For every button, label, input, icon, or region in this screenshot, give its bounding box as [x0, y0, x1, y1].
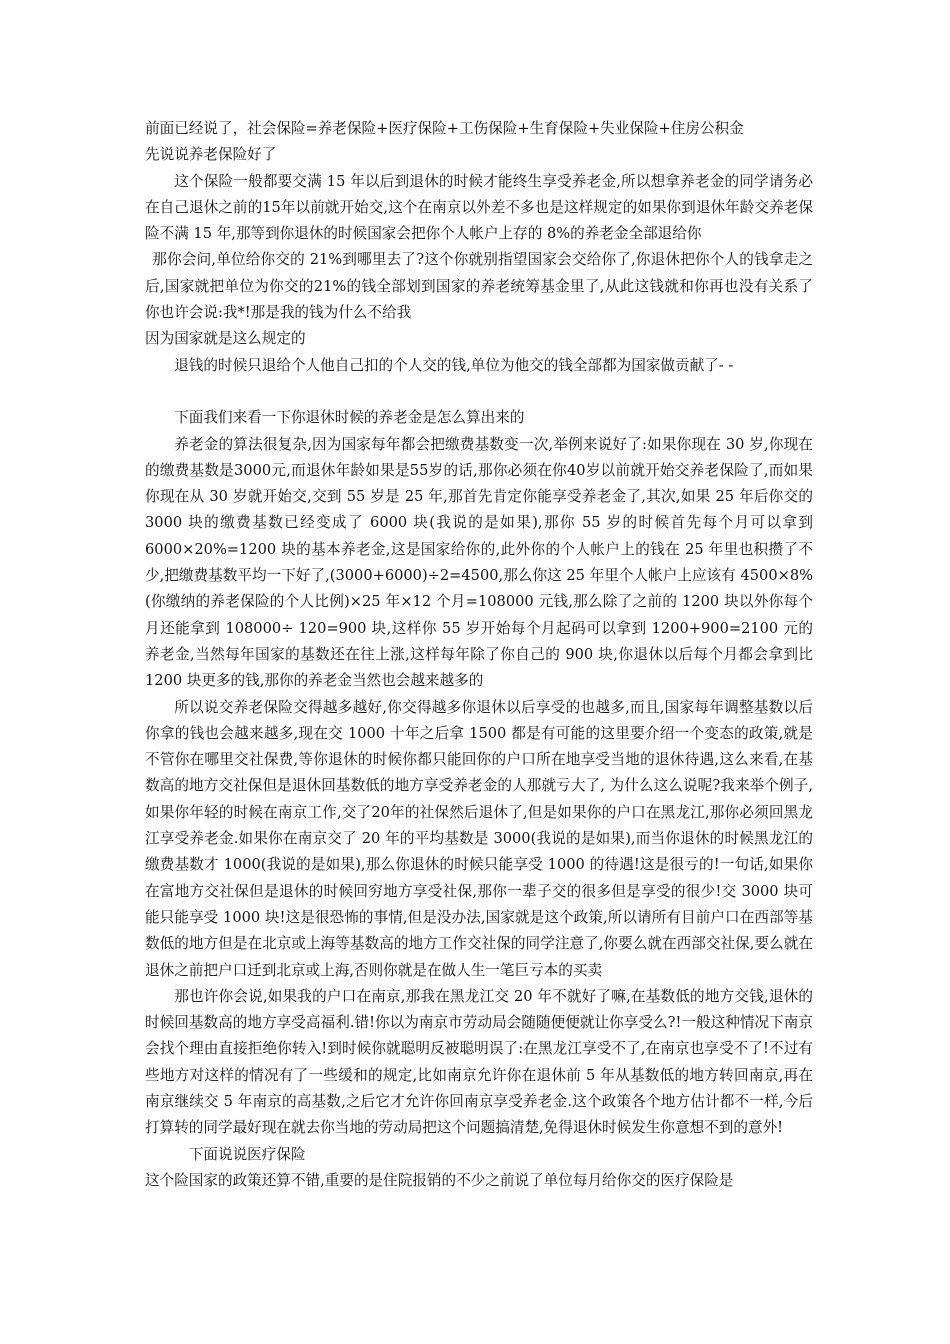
paragraph-calculation-heading: 下面我们来看一下你退休时候的养老金是怎么算出来的	[174, 409, 525, 427]
paragraph-calculation-example: 养老金的算法很复杂,因为国家每年都会把缴费基数变一次,举例来说好了:如果你现在 30 岁,你现在的缴费基数是3000元,而退休年龄如果是55岁的话,那你必须在你40岁以前就开始交养老保险了,而如果你现在从 30 岁就开始交,交到 55 岁是 25 年,那首先肯定你能享受养老金了,其次,如果 25 年后你交的 3000 块的缴费基数已经变成了 6000 块(我说的是如果),那你 55 岁的时候首先每个月可以拿到 6000×20%=1200 块的基本养老金,这是国家给你的,此外你的个人帐户上的钱在 25 年里也积攒了不少,把缴费基数平均一下好了,(3000+6000)÷2=4500,那么你这 25 年里个人帐户上应该有 4500×8%(你缴纳的养老保险的个人比例)×25 年×12 个月=108000 元钱,那么除了之前的 1200 块以外你每个月还能拿到 108000÷ 120=900 块,这样你 55 岁开始每个月起码可以拿到 1200+900=2100 元的养老金,当然每年国家的基数还在往上涨,这样每年除了你自己的 900 块,你退休以后每个月都会拿到比 1200 块更多的钱,那你的养老金当然也会越来越多的	[145, 435, 813, 690]
paragraph-refund: 退钱的时候只退给个人他自己扣的个人交的钱,单位为他交的钱全部都为国家做贡献了- -	[174, 356, 734, 374]
paragraph-medical-heading: 下面说说医疗保险	[188, 1145, 306, 1163]
paragraph-hukou-policy: 所以说交养老保险交得越多越好,你交得越多你退休以后享受的也越多,而且,国家每年调整基数以后你拿的钱也会越来越多,现在交 1000 十年之后拿 1500 都是有可能的这里要介绍一个变态的政策,就是不管你在哪里交社保费,等你退休的时候你都只能回你的户口所在地享受当地的退休待遇,这么来看,在基数高的地方交社保但是退休回基数低的地方享受养老金的人那就亏大了, 为什么这么说呢?我来举个例子,如果你年轻的时候在南京工作,交了20年的社保然后退休了,但是如果你的户口在黑龙江,那你必须回黑龙江享受养老金.如果你在南京交了 20 年的平均基数是 3000(我说的是如果),而当你退休的时候黑龙江的缴费基数才 1000(我说的是如果),那么你退休的时候只能享受 1000 的待遇!这是很亏的!一句话,如果你在富地方交社保但是退休的时候回穷地方享受社保,那你一辈子交的很多但是享受的很少!交 3000 块可能只能享受 1000 块!这是很恐怖的事情,但是没办法,国家就是这个政策,所以请所有目前户口在西部等基数低的地方但是在北京或上海等基数高的地方工作交社保的同学注意了,你要么就在西部交社保,要么就在退休之前把户口迁到北京或上海,否则你就是在做人生一笔巨亏本的买卖	[145, 698, 813, 979]
paragraph-transfer-rules: 那也许你会说,如果我的户口在南京,那我在黑龙江交 20 年不就好了嘛,在基数低的地方交钱,退休的时候回基数高的地方享受高福利.错!你以为南京市劳动局会随随便便就让你享受么?!一般这种情况下南京会找个理由直接拒绝你转入!到时候你就聪明反被聪明误了:在黑龙江享受不了,在南京也享受不了!不过有些地方对这样的情况有了一些缓和的规定,比如南京允许你在退休前 5 年从基数低的地方转回南京,再在南京继续交 5 年南京的高基数,之后它才允许你回南京享受养老金.这个政策各个地方估计都不一样,今后打算转的同学最好现在就去你当地的劳动局把这个问题搞清楚,免得退休时候发生你意想不到的意外!	[145, 987, 813, 1137]
paragraph-pension-heading: 先说说养老保险好了	[145, 146, 277, 164]
paragraph-pension-rule: 这个保险一般都要交满 15 年以后到退休的时候才能终生享受养老金,所以想拿养老金的同学请务必在自己退休之前的15年以前就开始交,这个在南京以外差不多也是这样规定的如果你到退休年龄交养老保险不满 15 年,那等到你退休的时候国家会把你个人帐户上存的 8%的养老金全部退给你	[145, 172, 813, 243]
paragraph-intro: 前面已经说了，社会保险=养老保险+医疗保险+工伤保险+生育保险+失业保险+住房公积金	[145, 120, 744, 137]
document-body	[145, 116, 813, 1194]
blank-line	[145, 379, 813, 405]
paragraph-employer-share: 那你会问,单位给你交的 21%到哪里去了?这个你就别指望国家会交给你了,你退休把你个人的钱拿走之后,国家就把单位为你交的21%的钱全部划到国家的养老统筹基金里了,从此这钱就和你再也没有关系了你也许会说:我*!那是我的钱为什么不给我	[145, 251, 813, 322]
paragraph-medical-intro: 这个险国家的政策还算不错,重要的是住院报销的不少之前说了单位每月给你交的医疗保险是	[145, 1171, 734, 1189]
paragraph-regulation: 因为国家就是这么规定的	[145, 330, 306, 348]
